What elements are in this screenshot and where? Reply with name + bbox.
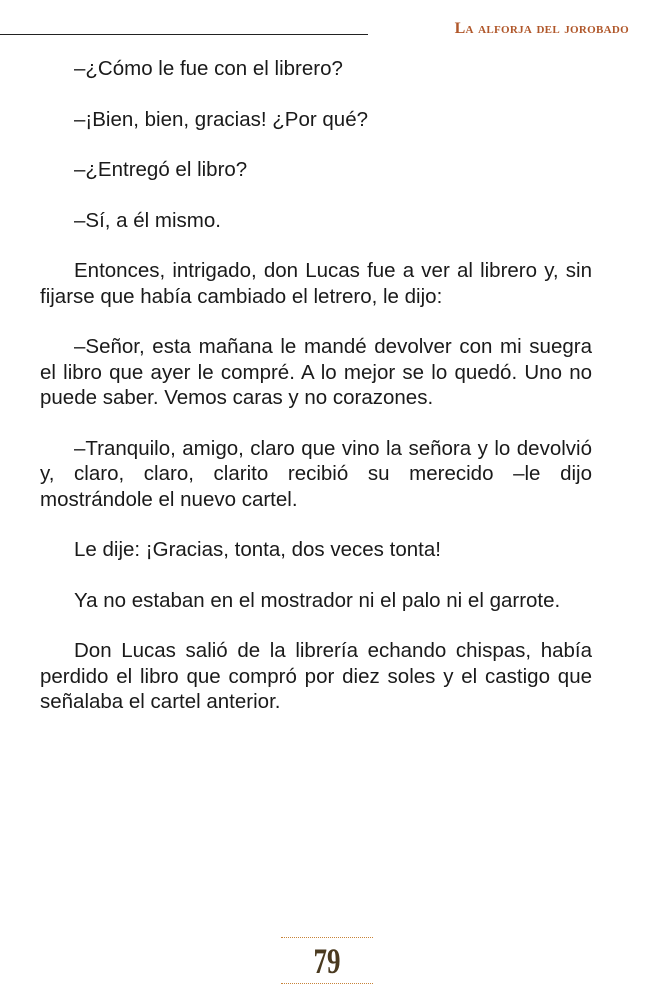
- paragraph-7: –Tranquilo, amigo, claro que vino la señora y lo devolvió y, claro, claro, clarito recibió su merecido –le dijo mostrándole el nuevo cartel.: [40, 436, 592, 511]
- paragraph-3: –¿Entregó el libro?: [74, 158, 248, 181]
- page-footer: [0, 933, 661, 993]
- page-body: [40, 56, 592, 740]
- footer-rule-bottom: [281, 983, 373, 984]
- header-rule: [0, 34, 368, 35]
- paragraph-10: Don Lucas salió de la librería echando chispas, había perdido el libro que compró por diez soles y el castigo que señalaba el cartel anterior.: [40, 639, 592, 713]
- paragraph-2: –¡Bien, bien, gracias! ¿Por qué?: [74, 107, 368, 131]
- book-title: La alforja del jorobado: [454, 20, 629, 37]
- paragraph-5: Entonces, intrigado, don Lucas fue a ver al librero y, sin fijarse que había cambiado el letrero, le dijo:: [40, 259, 592, 308]
- paragraph-1: –¿Cómo le fue con el librero?: [74, 57, 343, 80]
- paragraph-4: –Sí, a él mismo.: [74, 208, 221, 232]
- footer-rule-top: [281, 937, 373, 938]
- paragraph-6: –Señor, esta mañana le mandé devolver con mi suegra el libro que ayer le compré. A lo mejor se lo quedó. Uno no puede saber. Vemos caras y no corazones.: [40, 335, 592, 409]
- paragraph-8: Le dije: ¡Gracias, tonta, dos veces tonta!: [74, 538, 441, 561]
- page-number: 79: [313, 941, 341, 981]
- running-header: [0, 18, 661, 48]
- paragraph-9: Ya no estaban en el mostrador ni el palo ni el garrote.: [74, 588, 561, 612]
